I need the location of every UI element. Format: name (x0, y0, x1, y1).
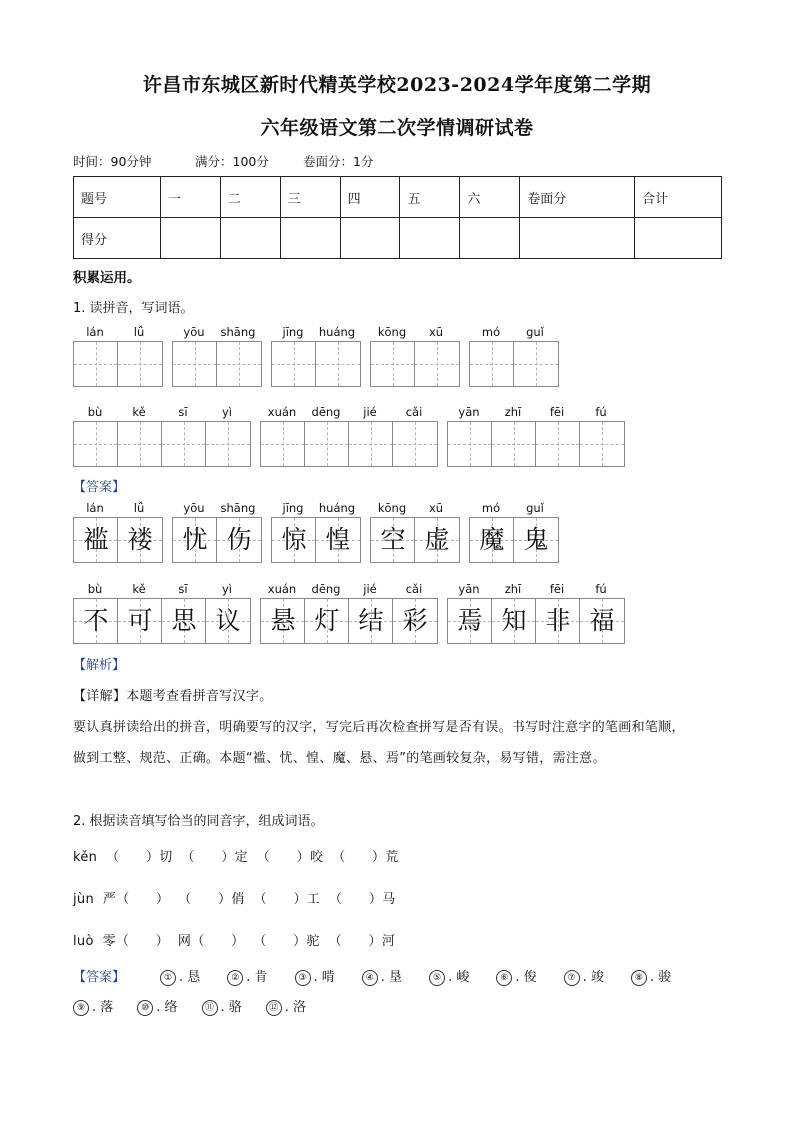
pinyin-label: dēng (311, 405, 341, 419)
answer-character: 非 (545, 606, 571, 635)
score-input-cell[interactable] (635, 218, 722, 259)
answer-number: ⑫ (266, 1000, 282, 1016)
grid-cell-blank[interactable] (371, 342, 415, 386)
tian-grid (73, 517, 163, 563)
answer-character: . 恳 (179, 970, 201, 985)
grid-cell-blank[interactable] (580, 422, 624, 466)
answer-number: ⑥ (496, 970, 512, 986)
neatness-score-info: 卷面分：1分 (303, 154, 374, 169)
answer-item (429, 966, 469, 986)
grid-cell-blank[interactable] (272, 342, 316, 386)
pinyin-label: fēi (549, 405, 565, 419)
grid-cell (217, 518, 261, 562)
pinyin-label: zhī (504, 405, 522, 419)
answer-character: 惊 (281, 525, 307, 554)
grid-cell-blank[interactable] (206, 422, 250, 466)
answer-character: 伤 (226, 525, 252, 554)
answer-character: 思 (171, 606, 197, 635)
pinyin-label: xū (428, 501, 444, 515)
pinyin-label: xuán (267, 582, 297, 596)
answer-number: ⑪ (202, 1000, 218, 1016)
pinyin-label: jīng (282, 325, 304, 339)
table-cell: 合计 (635, 177, 722, 218)
pinyin-label: yān (458, 582, 480, 596)
answer-item (227, 966, 267, 986)
grid-cell-blank[interactable] (492, 422, 536, 466)
answer-list-row2 (73, 996, 330, 1016)
table-cell: 一 (160, 177, 220, 218)
word-group (260, 405, 438, 467)
word-group (469, 325, 559, 387)
exam-title: 许昌市东城区新时代精英学校2023-2024学年度第二学期 (142, 74, 652, 96)
answer-character: 知 (501, 606, 527, 635)
grid-cell (470, 518, 514, 562)
pinyin-label: fēi (549, 582, 565, 596)
table-cell: 五 (400, 177, 460, 218)
pinyin-label: bù (87, 405, 103, 419)
tian-grid[interactable] (271, 341, 361, 387)
pinyin-label: cǎi (405, 582, 423, 596)
score-table (73, 176, 722, 259)
answer-item (362, 966, 402, 986)
pinyin-label: huáng (318, 501, 356, 515)
answer-number: ③ (295, 970, 311, 986)
tian-grid (271, 517, 361, 563)
table-cell: 得分 (74, 218, 161, 259)
answer-character: . 落 (92, 1000, 114, 1015)
grid-cell-blank[interactable] (514, 342, 558, 386)
pinyin-label: yōu (183, 325, 205, 339)
answer-character: 议 (215, 606, 241, 635)
score-input-cell[interactable] (520, 218, 635, 259)
grid-cell (206, 599, 250, 643)
grid-cell-blank[interactable] (305, 422, 349, 466)
pinyin-grid-blank-row1 (73, 325, 559, 387)
pinyin-label: mó (481, 501, 501, 515)
grid-cell (173, 518, 217, 562)
tian-grid (172, 517, 262, 563)
grid-cell (74, 599, 118, 643)
pinyin-label: huáng (318, 325, 356, 339)
grid-cell-blank[interactable] (74, 342, 118, 386)
tian-grid (447, 598, 625, 644)
answer-character: 鬼 (523, 525, 549, 554)
tian-grid[interactable] (370, 341, 460, 387)
answer-character: . 洛 (284, 1000, 307, 1015)
answer-character: 焉 (457, 606, 483, 635)
answer-list-row1 (160, 966, 698, 986)
answer-character: . 垦 (380, 970, 403, 985)
answer-character: 灯 (314, 606, 340, 635)
homophone-line-ken: kěn （ ）切 （ ）定 （ ）咬 （ ）荒 (73, 850, 399, 865)
grid-cell-blank[interactable] (118, 422, 162, 466)
pinyin-label: yì (221, 582, 232, 596)
pinyin-label: fú (595, 405, 607, 419)
question-1-prompt: 1. 读拼音，写词语。 (73, 301, 194, 316)
word-group (73, 501, 163, 563)
answer-item (160, 966, 200, 986)
grid-cell-blank[interactable] (74, 422, 118, 466)
grid-cell-blank[interactable] (470, 342, 514, 386)
pinyin-label: dēng (311, 582, 341, 596)
tian-grid (260, 598, 438, 644)
score-input-cell[interactable] (340, 218, 400, 259)
answer-character: 结 (358, 606, 384, 635)
answer-item (295, 966, 335, 986)
grid-cell (305, 599, 349, 643)
pinyin-grid-answer-row2 (73, 582, 625, 644)
pinyin-label: jié (363, 582, 377, 596)
pinyin-label: fú (595, 582, 607, 596)
pinyin-label: yān (458, 405, 480, 419)
word-group (73, 325, 163, 387)
answer-character: 惶 (325, 525, 351, 554)
grid-cell-blank[interactable] (162, 422, 206, 466)
grid-cell (514, 518, 558, 562)
pinyin-label: zhī (504, 582, 522, 596)
answer-character: . 竣 (582, 970, 604, 985)
grid-cell-blank[interactable] (118, 342, 162, 386)
pinyin-label: sī (178, 582, 188, 596)
table-row (74, 218, 722, 259)
answer-item (631, 966, 671, 986)
answer-item (202, 996, 242, 1016)
answer-item (137, 996, 177, 1016)
answer-character: . 骆 (220, 1000, 242, 1015)
word-group (469, 501, 559, 563)
answer-item (496, 966, 536, 986)
answer-number: ⑤ (429, 970, 445, 986)
word-group (447, 405, 625, 467)
pinyin-label: shāng (220, 325, 256, 339)
score-input-cell[interactable] (160, 218, 220, 259)
grid-cell (580, 599, 624, 643)
pinyin-label: jīng (282, 501, 304, 515)
detail-text: 要认真拼读给出的拼音，明确要写的汉字，写完后再次检查拼写是否有误。书写时注意字的笔画和笔顺， (73, 720, 685, 735)
word-group (73, 405, 251, 467)
pinyin-label: xuán (267, 405, 297, 419)
answer-tag: 【答案】 (73, 480, 126, 495)
pinyin-label: guǐ (526, 501, 544, 515)
answer-number: ⑨ (73, 1000, 89, 1016)
answer-character: . 络 (156, 1000, 178, 1015)
word-group (370, 325, 460, 387)
detail-text: 【详解】本题考查看拼音写汉字。 (73, 689, 273, 704)
tian-grid[interactable] (73, 421, 251, 467)
table-cell: 三 (280, 177, 340, 218)
grid-cell-blank[interactable] (349, 422, 393, 466)
answer-character: . 啃 (313, 970, 335, 985)
answer-item (73, 996, 113, 1016)
answer-number: ② (227, 970, 243, 986)
word-group (172, 325, 262, 387)
section-heading: 积累运用。 (73, 270, 141, 286)
score-input-cell[interactable] (280, 218, 340, 259)
answer-number: ④ (362, 970, 378, 986)
time-info: 时间：90分钟 (73, 154, 152, 169)
answer-character: 悬 (270, 606, 296, 635)
answer-character: 魔 (479, 525, 505, 554)
answer-number: ⑧ (631, 970, 647, 986)
table-row (74, 177, 722, 218)
grid-cell-blank[interactable] (173, 342, 217, 386)
analysis-tag: 【解析】 (73, 658, 126, 673)
table-cell: 卷面分 (520, 177, 635, 218)
score-input-cell[interactable] (220, 218, 280, 259)
score-input-cell[interactable] (460, 218, 520, 259)
grid-cell (492, 599, 536, 643)
pinyin-label: yōu (183, 501, 205, 515)
grid-cell (261, 599, 305, 643)
grid-cell (415, 518, 459, 562)
tian-grid (370, 517, 460, 563)
word-group (271, 501, 361, 563)
word-group (172, 501, 262, 563)
tian-grid[interactable] (469, 341, 559, 387)
grid-cell (118, 599, 162, 643)
table-cell: 二 (220, 177, 280, 218)
answer-item (564, 966, 604, 986)
exam-subtitle: 六年级语文第二次学情调研试卷 (260, 117, 534, 139)
answer-character: 福 (589, 606, 615, 635)
answer-character: 空 (380, 525, 406, 554)
grid-cell-blank[interactable] (448, 422, 492, 466)
grid-cell-blank[interactable] (536, 422, 580, 466)
grid-cell (371, 518, 415, 562)
answer-character: . 俊 (515, 970, 537, 985)
pinyin-label: kōng (377, 325, 407, 339)
tian-grid[interactable] (260, 421, 438, 467)
answer-character: 彩 (402, 606, 428, 635)
pinyin-label: jié (363, 405, 377, 419)
pinyin-grid-blank-row2 (73, 405, 625, 467)
answer-character: . 骏 (649, 970, 672, 985)
grid-cell-blank[interactable] (261, 422, 305, 466)
pinyin-label: kōng (377, 501, 407, 515)
tian-grid[interactable] (73, 341, 163, 387)
word-group (271, 325, 361, 387)
tian-grid (73, 598, 251, 644)
pinyin-grid-answer-row1 (73, 501, 559, 563)
answer-character: 不 (83, 606, 109, 635)
question-2-prompt: 2. 根据读音填写恰当的同音字，组成词语。 (73, 814, 324, 829)
grid-cell (536, 599, 580, 643)
table-cell: 六 (460, 177, 520, 218)
answer-number: ① (160, 970, 176, 986)
pinyin-label: sī (178, 405, 188, 419)
grid-cell (349, 599, 393, 643)
tian-grid (469, 517, 559, 563)
homophone-line-luo: luò 零（ ） 网（ ） （ ）驼 （ ）河 (73, 934, 396, 949)
grid-cell (393, 599, 437, 643)
detail-text: 做到工整、规范、正确。本题“褴、忧、惶、魔、悬、焉”的笔画较复杂，易写错，需注意。 (73, 751, 606, 766)
answer-number: ⑩ (137, 1000, 153, 1016)
grid-cell (162, 599, 206, 643)
pinyin-label: kě (132, 405, 146, 419)
grid-cell (74, 518, 118, 562)
pinyin-label: lán (86, 501, 104, 515)
grid-cell (272, 518, 316, 562)
pinyin-label: shāng (220, 501, 256, 515)
word-group (260, 582, 438, 644)
word-group (370, 501, 460, 563)
answer-character: . 肯 (246, 970, 268, 985)
tian-grid[interactable] (172, 341, 262, 387)
homophone-line-jun: jùn 严（ ） （ ）俏 （ ）工 （ ）马 (73, 892, 396, 907)
pinyin-label: xū (428, 325, 444, 339)
answer-character: 褴 (83, 525, 109, 554)
grid-cell (448, 599, 492, 643)
grid-cell-blank[interactable] (217, 342, 261, 386)
table-cell: 四 (340, 177, 400, 218)
pinyin-label: lǚ (133, 325, 145, 339)
answer-character: 褛 (127, 525, 153, 554)
word-group (73, 582, 251, 644)
grid-cell-blank[interactable] (316, 342, 360, 386)
grid-cell-blank[interactable] (393, 422, 437, 466)
answer-character: 可 (127, 606, 153, 635)
pinyin-label: kě (132, 582, 146, 596)
pinyin-label: yì (221, 405, 232, 419)
tian-grid[interactable] (447, 421, 625, 467)
answer-number: ⑦ (564, 970, 580, 986)
pinyin-label: guǐ (526, 325, 544, 339)
answer-character: . 峻 (448, 970, 470, 985)
answer-item (266, 996, 306, 1016)
pinyin-label: mó (481, 325, 501, 339)
table-cell: 题号 (74, 177, 161, 218)
answer-character: 虚 (424, 525, 450, 554)
pinyin-label: cǎi (405, 405, 423, 419)
pinyin-label: bù (87, 582, 103, 596)
score-input-cell[interactable] (400, 218, 460, 259)
grid-cell (118, 518, 162, 562)
grid-cell-blank[interactable] (415, 342, 459, 386)
grid-cell (316, 518, 360, 562)
full-score-info: 满分：100分 (195, 154, 269, 169)
pinyin-label: lǚ (133, 501, 145, 515)
pinyin-label: lán (86, 325, 104, 339)
answer-tag: 【答案】 (73, 970, 126, 985)
answer-character: 忧 (182, 525, 208, 554)
word-group (447, 582, 625, 644)
